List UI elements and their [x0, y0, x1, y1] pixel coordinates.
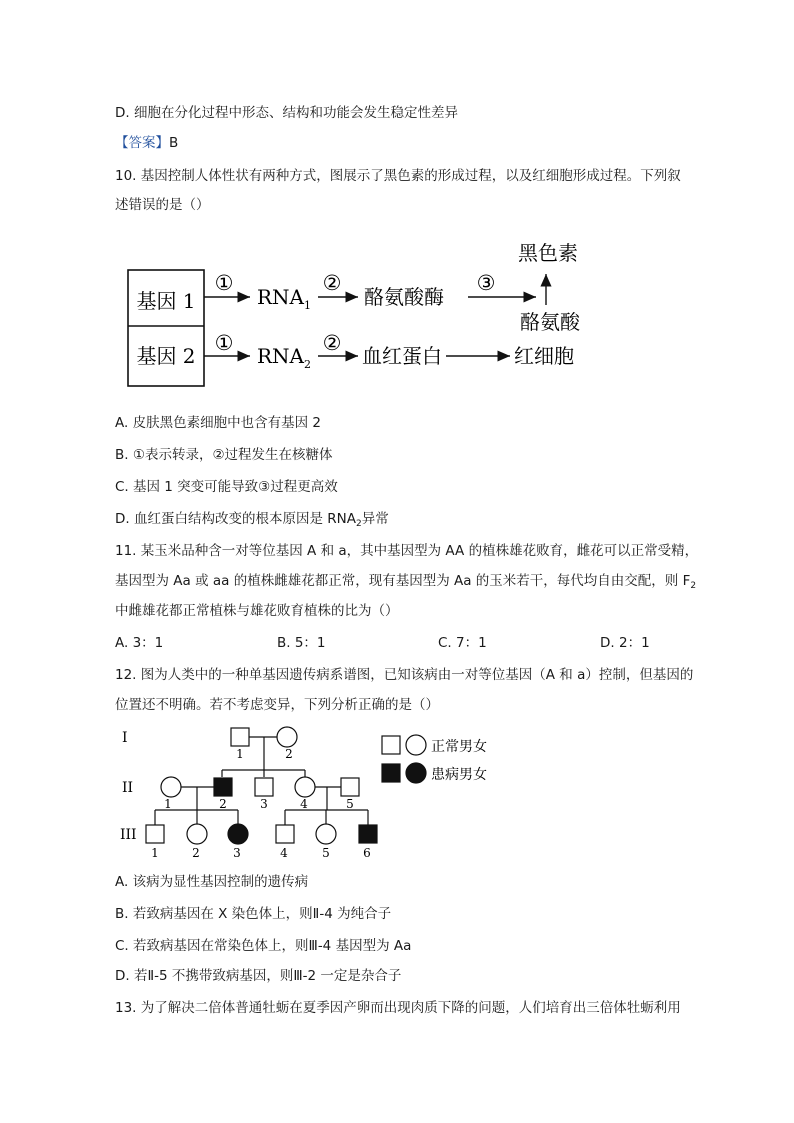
gen-label-I: I	[122, 730, 128, 746]
gene1-label: 基因 1	[136, 289, 196, 313]
step2-row2: ②	[322, 331, 342, 355]
q13-line1: 13. 为了解决二倍体普通牡蛎在夏季因产卵而出现肉质下降的问题，人们培育出三倍体牡蛎利用	[115, 1000, 681, 1016]
q12-option-d: D. 若Ⅱ-5 不携带致病基因，则Ⅲ-2 一定是杂合子	[115, 968, 402, 984]
q12-option-a: A. 该病为显性基因控制的遗传病	[115, 874, 309, 890]
legend-normal-female-icon	[406, 735, 426, 755]
III-6-affected-male	[359, 825, 377, 843]
II-1-num: 1	[164, 797, 172, 811]
q10-option-c: C. 基因 1 突变可能导致③过程更高效	[115, 479, 338, 495]
III-4-num: 4	[280, 846, 288, 860]
q10-option-d: D. 血红蛋白结构改变的根本原因是 $RNA_2$异常	[115, 511, 389, 529]
q12-line2: 位置还不明确。若不考虑变异，下列分析正确的是（）	[115, 697, 439, 713]
I-2-normal-female	[277, 727, 297, 747]
legend-normal-male-icon	[382, 736, 400, 754]
I-2-num: 2	[285, 747, 293, 761]
step1-row1: ①	[214, 271, 234, 295]
legend-normal-label: 正常男女	[431, 739, 487, 755]
step1-row2: ①	[214, 331, 234, 355]
III-5-num: 5	[322, 846, 330, 860]
q11-line3: 中雌雄花都正常植株与雄花败育植株的比为（）	[115, 603, 399, 619]
III-5-normal-female	[316, 824, 336, 844]
III-4-normal-male	[276, 825, 294, 843]
rna2-label: $RNA_2$	[257, 344, 312, 371]
II-1-normal-female	[161, 777, 181, 797]
II-3-normal-male	[255, 778, 273, 796]
q10-option-b: B. ①表示转录，②过程发生在核糖体	[115, 447, 333, 463]
III-1-num: 1	[151, 846, 159, 860]
step2-row1: ②	[322, 271, 342, 295]
q10-option-a: A. 皮肤黑色素细胞中也含有基因 2	[115, 415, 321, 431]
gene-expression-diagram	[0, 230, 794, 400]
II-5-normal-male	[341, 778, 359, 796]
III-2-num: 2	[192, 846, 200, 860]
II-4-num: 4	[300, 797, 308, 811]
hemoglobin-label: 血红蛋白	[362, 344, 442, 368]
III-3-affected-female	[228, 824, 248, 844]
I-1-num: 1	[236, 747, 244, 761]
q11-option-b: B. 5：1	[277, 635, 326, 651]
q10-stem-line1: 10. 基因控制人体性状有两种方式，图展示了黑色素的形成过程，以及红细胞形成过程。下列叙	[115, 168, 681, 184]
tyrosine-label: 酪氨酸	[520, 310, 580, 334]
II-2-affected-male	[214, 778, 232, 796]
legend-affected-male-icon	[382, 764, 400, 782]
rna1-label: $RNA_1$	[257, 285, 312, 312]
step3-row1: ③	[476, 271, 496, 295]
II-4-normal-female	[295, 777, 315, 797]
q11-option-a: A. 3：1	[115, 635, 164, 651]
q11-option-d: D. 2：1	[600, 635, 650, 651]
III-1-normal-male	[146, 825, 164, 843]
gene2-label: 基因 2	[136, 344, 196, 368]
pedigree-chart	[0, 715, 794, 865]
gen-label-III: III	[120, 827, 137, 843]
gene-box	[128, 270, 204, 386]
q12-option-c: C. 若致病基因在常染色体上，则Ⅲ-4 基因型为 Aa	[115, 938, 412, 954]
q12-option-b: B. 若致病基因在 X 染色体上，则Ⅱ-4 为纯合子	[115, 906, 392, 922]
enzyme-label: 酪氨酸酶	[364, 285, 444, 309]
legend-affected-label: 患病男女	[431, 767, 487, 783]
q10-stem-line2: 述错误的是（）	[115, 197, 210, 213]
q11-line1: 11. 某玉米品种含一对等位基因 A 和 a，其中基因型为 AA 的植株雄花败育，雌花可以正常受精，	[115, 543, 699, 559]
melanin-label: 黑色素	[518, 241, 578, 265]
rbc-label: 红细胞	[514, 344, 574, 368]
answer-tag: 【答案】	[115, 135, 169, 151]
III-3-num: 3	[233, 846, 241, 860]
q12-line1: 12. 图为人类中的一种单基因遗传病系谱图，已知该病由一对等位基因（A 和 a）控制，但基因的	[115, 667, 694, 683]
II-3-num: 3	[260, 797, 268, 811]
answer-value: B	[169, 135, 179, 151]
q9-option-d: D. 细胞在分化过程中形态、结构和功能会发生稳定性差异	[115, 105, 458, 121]
q11-option-c: C. 7：1	[438, 635, 487, 651]
III-6-num: 6	[363, 846, 371, 860]
q11-line2: 基因型为 Aa 或 aa 的植株雌雄花都正常，现有基因型为 Aa 的玉米若干，每代均自由交配，则 $F_2$	[115, 573, 697, 591]
gen-label-II: II	[122, 780, 134, 796]
answer-line	[115, 133, 178, 153]
legend-affected-female-icon	[406, 763, 426, 783]
II-5-num: 5	[346, 797, 354, 811]
III-2-normal-female	[187, 824, 207, 844]
II-2-num: 2	[219, 797, 227, 811]
I-1-normal-male	[231, 728, 249, 746]
